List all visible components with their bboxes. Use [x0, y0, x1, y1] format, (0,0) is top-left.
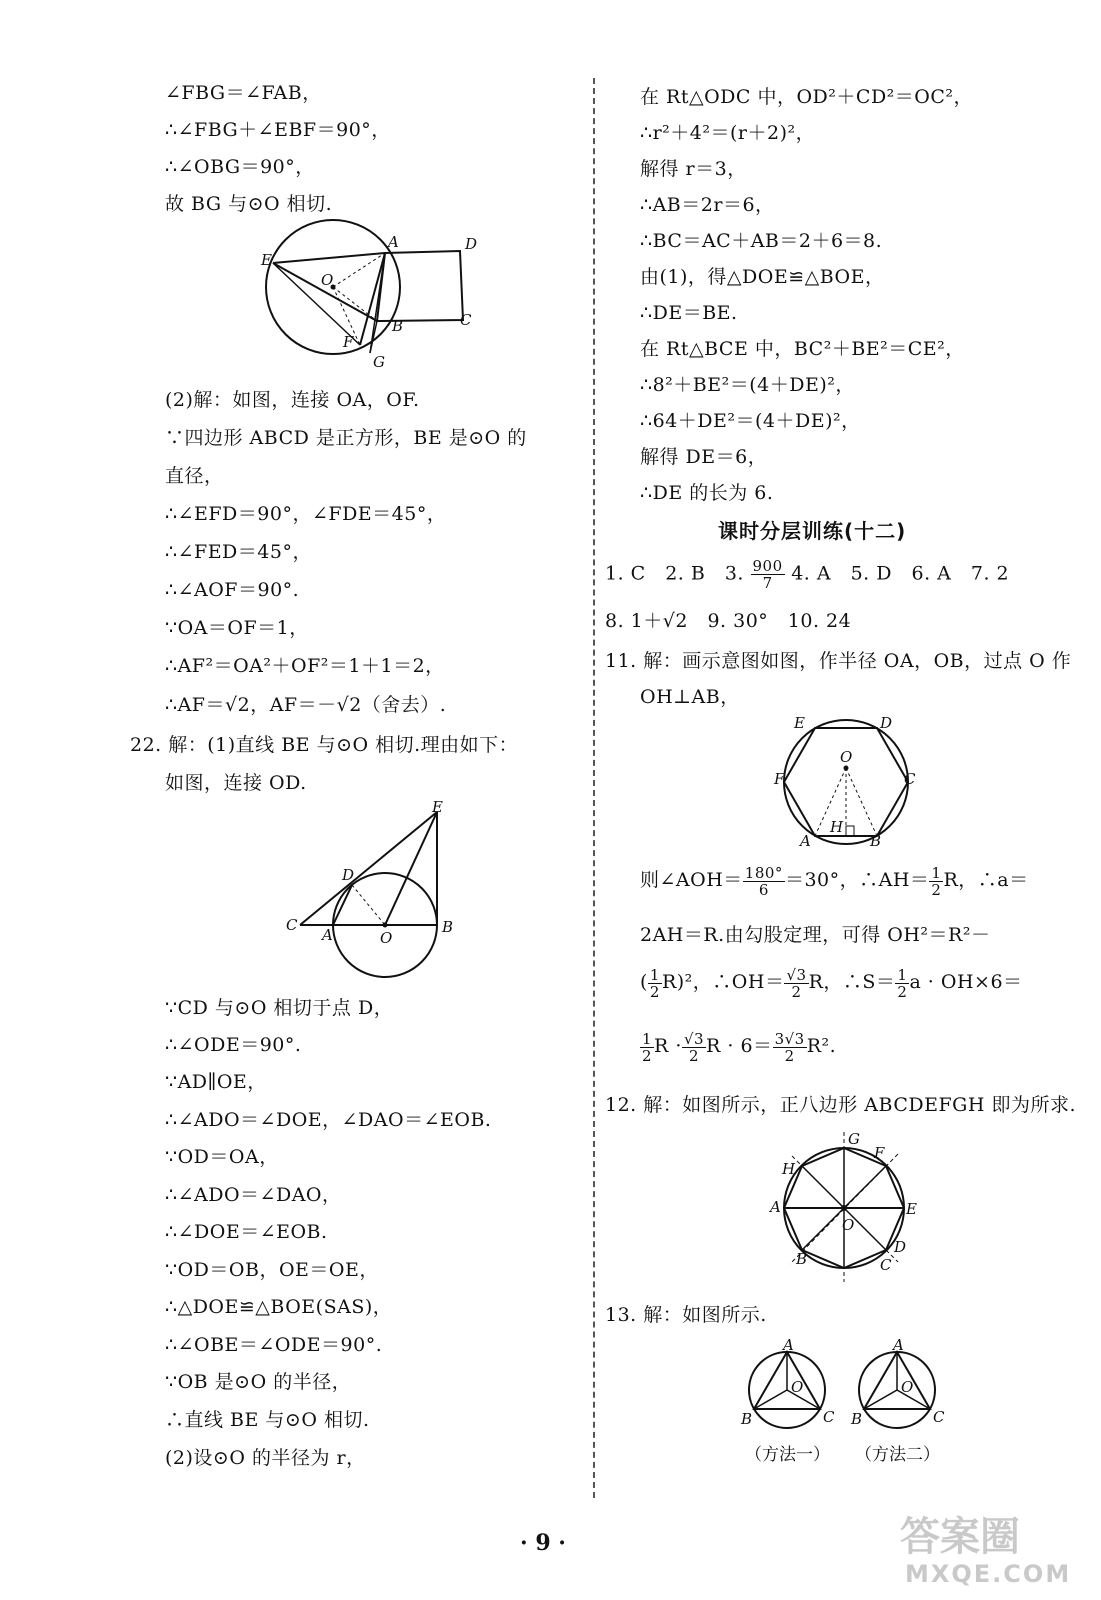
text-line: ∴DE 的长为 6.: [640, 482, 774, 504]
text-line: ∴8²＋BE²＝(4＋DE)²，: [640, 374, 855, 396]
caption-method-two: （方法二）: [855, 1445, 940, 1465]
fig-label: B: [796, 1250, 808, 1268]
text-line: 12. 解：如图所示，正八边形 ABCDEFGH 即为所求.: [605, 1094, 1076, 1116]
answers-row-1: [605, 558, 1009, 591]
fraction: $\frac{900}{7}$: [752, 557, 783, 592]
fig-label: O: [380, 929, 393, 947]
fig-label: C: [933, 1408, 945, 1426]
fig-label: H: [782, 1160, 796, 1178]
text-line: ∵OA＝OF＝1，: [165, 617, 309, 639]
figure-octagon: [762, 1122, 927, 1292]
fig-label: A: [783, 1336, 794, 1354]
calc-line-2: 2AH＝R.由勾股定理，可得 OH²＝R²－: [640, 924, 991, 946]
text-line: ∴DE＝BE.: [640, 302, 738, 324]
text-line: (2)设⊙O 的半径为 r，: [165, 1447, 366, 1469]
text-line: 如图，连接 OD.: [165, 772, 307, 794]
text-line: OH⊥AB，: [640, 686, 740, 708]
watermark-url: MXQE.COM: [905, 1560, 1072, 1588]
text-line: ∴AF²＝OA²＋OF²＝1＋1＝2，: [165, 655, 445, 677]
fig-label: D: [342, 866, 355, 884]
text-line: ∴∠DOE＝∠EOB.: [165, 1221, 328, 1243]
text-line: ∴∠ADO＝∠DOE，∠DAO＝∠EOB.: [165, 1109, 492, 1131]
fig-label: O: [321, 271, 334, 289]
answers-row-2: 8. 1＋√2 9. 30° 10. 24: [605, 610, 852, 632]
calc-line-4: $\frac{1}{2}$ R · $\frac{√3}{2}$ R · 6＝ $\frac{3√3}{2}$ R².: [642, 1029, 837, 1065]
fig-label: C: [460, 311, 472, 329]
text-line: ∴64＋DE²＝(4＋DE)²，: [640, 410, 861, 432]
text-line: ∵AD∥OE，: [165, 1071, 267, 1093]
text-line: ∴∠OBG＝90°，: [165, 156, 315, 178]
text-line: ∴∠AOF＝90°.: [165, 579, 300, 601]
figure-tangent-circle: [282, 800, 462, 980]
text-line: (2)解：如图，连接 OA，OF.: [165, 389, 420, 411]
calc-line-1: 则∠AOH＝ $\frac{180^\circ}{6}$ ＝30°，∴AH＝ $\frac{1}{2}$ R，∴a＝: [640, 863, 1029, 899]
text-line: ∴∠EFD＝90°，∠FDE＝45°，: [165, 503, 447, 525]
fig-label: A: [322, 926, 333, 944]
watermark-logo: 答案圈: [900, 1514, 1020, 1560]
text-line: 故 BG 与⊙O 相切.: [165, 193, 333, 215]
fig-label: B: [741, 1410, 753, 1428]
text-line: ∵CD 与⊙O 相切于点 D，: [165, 997, 394, 1019]
figure-method-two: [845, 1336, 955, 1440]
fig-label: O: [901, 1378, 914, 1396]
text-line: ∵四边形 ABCD 是正方形，BE 是⊙O 的: [165, 427, 527, 449]
fig-label: F: [343, 333, 354, 351]
fig-label: G: [373, 353, 385, 371]
figure-method-one: [735, 1336, 845, 1440]
fig-label: D: [894, 1238, 907, 1256]
fig-label: E: [261, 251, 272, 269]
text-line: 解得 r＝3，: [640, 158, 747, 180]
fig-label: A: [770, 1198, 781, 1216]
text-line: ∴∠FBG＋∠EBF＝90°，: [165, 119, 391, 141]
text-line: ∴∠OBE＝∠ODE＝90°.: [165, 1334, 383, 1356]
text-line: ∵OD＝OA，: [165, 1146, 279, 1168]
text-line: 解得 DE＝6，: [640, 446, 768, 468]
fig-label: O: [791, 1378, 804, 1396]
text-line: 在 Rt△BCE 中，BC²＋BE²＝CE²，: [640, 338, 965, 360]
column-divider: [593, 78, 595, 1498]
fig-label: B: [392, 317, 404, 335]
fig-label: C: [286, 916, 298, 934]
answers-text: 1. C 2. B 3.: [605, 562, 744, 585]
fig-label: O: [840, 748, 853, 766]
text-line: 在 Rt△ODC 中，OD²＋CD²＝OC²，: [640, 86, 974, 108]
figure-circle-square: [255, 225, 495, 375]
answers-text: 4. A 5. D 6. A 7. 2: [791, 562, 1010, 585]
fig-label: A: [893, 1336, 904, 1354]
fig-label: E: [794, 714, 805, 732]
text-line: ∴∠ADO＝∠DAO，: [165, 1184, 342, 1206]
fig-label: E: [432, 798, 443, 816]
fig-label: D: [465, 235, 478, 253]
caption-method-one: （方法一）: [745, 1445, 830, 1465]
text-line: 由(1)，得△DOE≌△BOE，: [640, 266, 885, 288]
text-line: ∴AB＝2r＝6，: [640, 194, 775, 216]
calc-line-3: ( $\frac{1}{2}$ R)²，∴OH＝ $\frac{√3}{2}$ R，∴S＝ $\frac{1}{2}$ a · OH×6＝: [640, 965, 1023, 1001]
fig-label: A: [388, 233, 399, 251]
fig-label: O: [842, 1216, 855, 1234]
fig-label: C: [823, 1408, 835, 1426]
text-line: 13. 解：如图所示.: [605, 1304, 767, 1326]
fig-label: H: [830, 818, 844, 836]
fig-label: C: [904, 770, 916, 788]
text-line: ∵OB 是⊙O 的半径，: [165, 1371, 352, 1393]
fig-label: B: [851, 1410, 863, 1428]
fig-label: G: [848, 1130, 860, 1148]
section-heading: 课时分层训练(十二): [718, 519, 907, 543]
fig-label: C: [880, 1256, 892, 1274]
page-number: · 9 ·: [520, 1530, 566, 1556]
text-line: ∠FBG＝∠FAB，: [165, 82, 322, 104]
fig-label: A: [800, 832, 811, 850]
fig-label: F: [774, 770, 785, 788]
fig-label: D: [880, 714, 893, 732]
figure-hexagon: [774, 710, 930, 855]
text-line: 22. 解：(1)直线 BE 与⊙O 相切.理由如下：: [130, 734, 519, 756]
fig-label: E: [906, 1200, 917, 1218]
text-line: ∴AF＝√2，AF＝－√2（舍去）.: [165, 694, 447, 716]
text-line: 直径，: [165, 465, 224, 487]
fig-label: B: [870, 832, 882, 850]
text-line: ∴∠ODE＝90°.: [165, 1034, 302, 1056]
fig-label: B: [442, 918, 454, 936]
text-line: ∴直线 BE 与⊙O 相切.: [165, 1409, 370, 1431]
text-line: ∵OD＝OB，OE＝OE，: [165, 1259, 379, 1281]
text-line: ∴∠FED＝45°，: [165, 541, 312, 563]
text-line: 11. 解：画示意图如图，作半径 OA，OB，过点 O 作: [605, 650, 1072, 672]
text-line: ∴△DOE≌△BOE(SAS)，: [165, 1296, 393, 1318]
text-line: ∴BC＝AC＋AB＝2＋6＝8.: [640, 230, 883, 252]
text-line: ∴r²＋4²＝(r＋2)²，: [640, 122, 816, 144]
fig-label: F: [874, 1144, 885, 1162]
